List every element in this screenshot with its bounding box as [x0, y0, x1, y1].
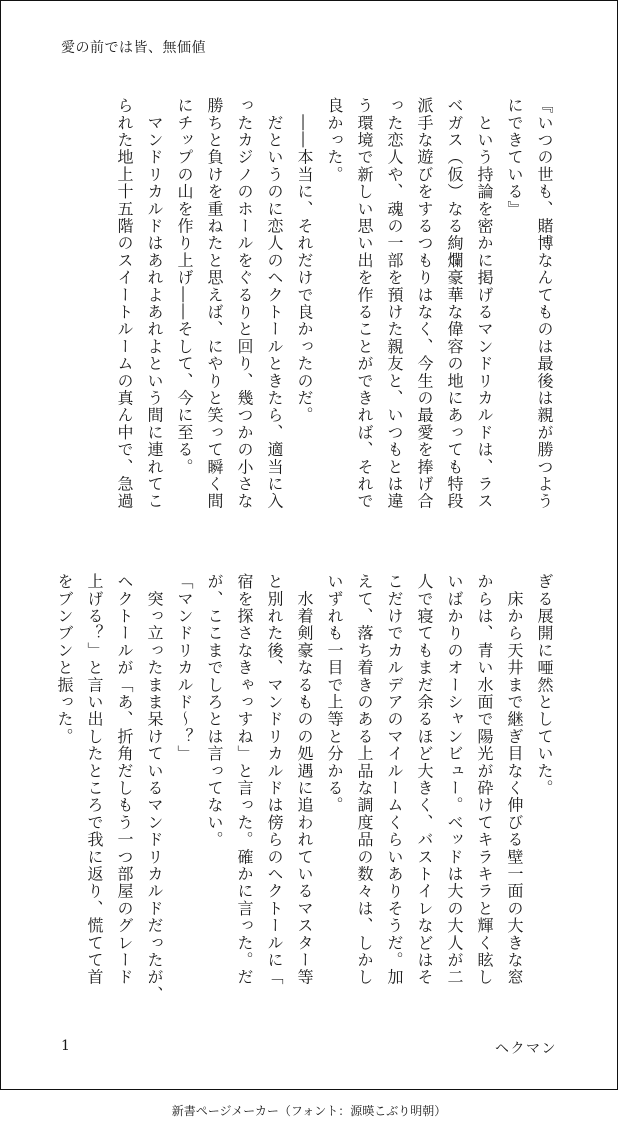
text-line: マンドリカルドはあれよあれよという間に連れてこ	[145, 97, 164, 510]
generator-credit: 新書ページメーカー（フォント：源暎こぶり明朝）	[171, 1104, 447, 1118]
text-line: にチップの山を作り上げ――そして、今に至る。	[175, 97, 194, 476]
text-line: と別れた後、マンドリカルドは傍らのヘクトールに「	[265, 573, 284, 986]
text-line: ――本当に、それだけで良かったのだ。	[295, 97, 314, 424]
lower-text-block	[49, 573, 559, 1003]
text-line: う環境で新しい思い出を作ることができれば、それで	[355, 97, 374, 510]
text-line: いずれも一目で上等と分かる。	[325, 573, 344, 814]
text-line: 突っ立ったまま呆けているマンドリカルドだったが、	[145, 573, 164, 1003]
text-line: いばかりのオーシャンビュー。ベッドは大の大人が二	[445, 573, 464, 986]
upper-text-block	[109, 97, 559, 535]
text-line: が、ここまでしろとは言ってない。	[205, 573, 224, 849]
text-line: こだけでカルデアのマイルームくらいありそうだ。加	[385, 573, 404, 986]
text-line: 床から天井まで継ぎ目なく伸びる壁一面の大きな窓	[505, 573, 524, 986]
text-line: 勝ちと負けを重ねたと思えば、にやりと笑って瞬く間	[205, 97, 224, 510]
text-line: 「マンドリカルド～？」	[175, 573, 194, 763]
text-line: 水着剣豪なるものの処遇に追われているマスター等	[295, 573, 314, 986]
text-line: られた地上十五階のスイートルームの真ん中で、急過	[115, 97, 134, 510]
text-line: をブンブンと振った。	[55, 573, 74, 745]
text-line: だというのに恋人のヘクトールときたら、適当に入	[265, 97, 284, 510]
text-line: えて、落ち着きのある上品な調度品の数々は、しかし	[355, 573, 374, 986]
text-line: ヘクトールが「あ、折角だしもう一つ部屋のグレード	[115, 573, 134, 986]
text-line: 派手な遊びをするつもりはなく、今生の最愛を捧げ合	[415, 97, 434, 510]
text-line: にできている』	[505, 97, 524, 218]
text-line: 良かった。	[325, 97, 344, 183]
text-line: 宿を探さなきゃっすね」と言った。確かに言った。だ	[235, 573, 254, 986]
text-line: ぎる展開に唖然としていた。	[535, 573, 554, 797]
text-line: った恋人や、魂の一部を預けた親友と、いつもとは違	[385, 97, 404, 510]
text-line: という持論を密かに掲げるマンドリカルドは、ラス	[475, 97, 494, 510]
text-line: 人で寝てもまだ余るほど大きく、バストイレなどはそ	[415, 573, 434, 986]
text-line: からは、青い水面で陽光が砕けてキラキラと輝く眩し	[475, 573, 494, 986]
page-title: 愛の前では皆、無価値	[61, 40, 206, 56]
text-line: 上げる？」と言い出したところで我に返り、慌てて首	[85, 573, 104, 986]
text-line: ベガス（仮）なる絢爛豪華な偉容の地にあっても特段	[445, 97, 464, 510]
page-number: 1	[61, 1038, 70, 1054]
author-name: ヘクマン	[495, 1041, 557, 1057]
text-line: 『いつの世も、賭博なんてものは最後は親が勝つよう	[535, 97, 554, 510]
text-line: ったカジノのホールをぐるりと回り、幾つかの小さな	[235, 97, 254, 510]
